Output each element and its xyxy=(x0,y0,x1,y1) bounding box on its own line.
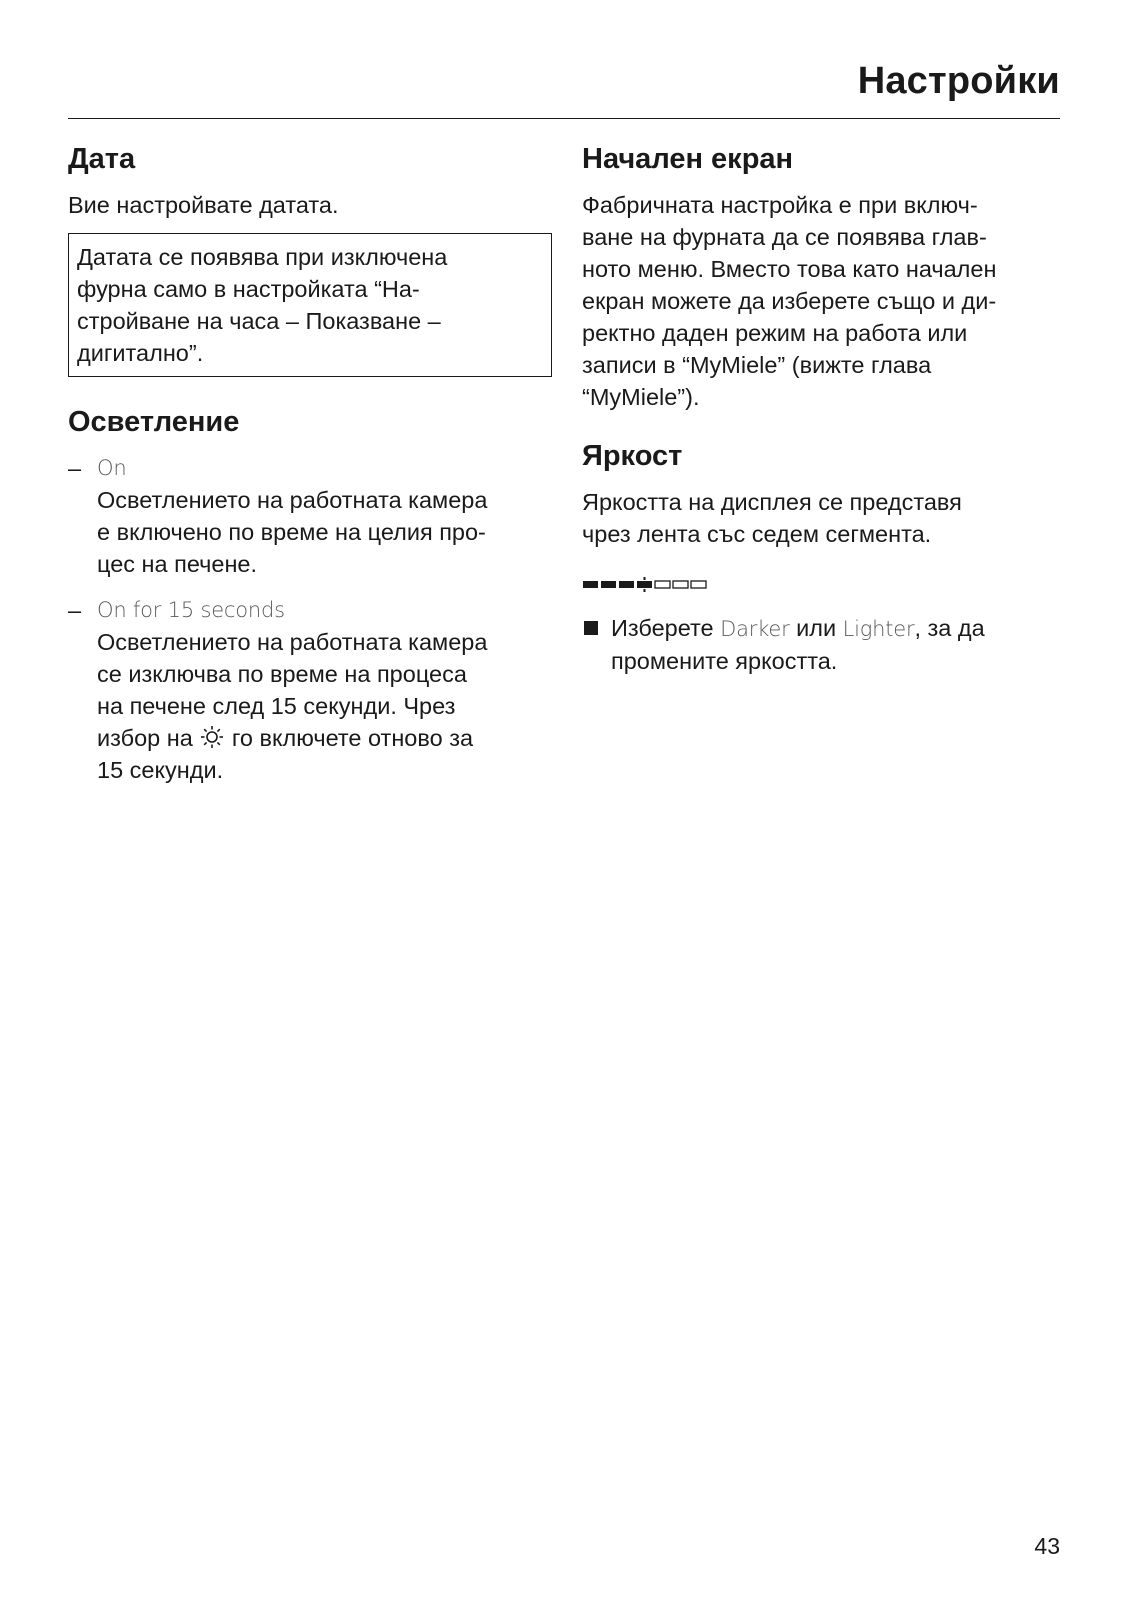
item-line: се изключва по време на процеса xyxy=(97,660,467,687)
start-screen-line: ване на фурната да се появява глав- xyxy=(582,223,987,250)
segment-filled xyxy=(637,581,652,588)
start-screen-line: Фабричната настройка е при включ- xyxy=(582,191,978,218)
segment-filled xyxy=(583,581,598,588)
item-line: 15 секунди. xyxy=(97,756,224,783)
segment-marker-bottom xyxy=(644,589,646,592)
page-title: Настройки xyxy=(857,60,1060,102)
list-item xyxy=(68,594,552,786)
item-line: Осветлението на работната камера xyxy=(97,486,488,513)
date-intro: Вие настройвате датата. xyxy=(68,191,339,218)
segment-empty xyxy=(655,581,670,588)
list-item xyxy=(68,452,552,580)
segment-empty xyxy=(691,581,706,588)
note-line: дигитално”. xyxy=(77,339,204,366)
option-on-label: On xyxy=(97,455,127,480)
header-rule xyxy=(68,118,1060,119)
brightness-section xyxy=(582,439,1068,677)
lighting-heading: Осветление xyxy=(68,405,240,438)
start-screen-line: записи в “MyMiele” (вижте глава xyxy=(582,351,932,378)
segment-bar-graphic xyxy=(582,576,722,594)
page-number: 43 xyxy=(1034,1533,1060,1559)
lighting-section xyxy=(68,405,552,786)
bullet-line xyxy=(611,612,1068,645)
item-line: на печене след 15 секунди. Чрез xyxy=(97,692,456,719)
bullet-line: промените яркостта. xyxy=(611,647,838,674)
date-section xyxy=(68,142,552,377)
bullet-text: или xyxy=(789,614,843,641)
brightness-heading: Яркост xyxy=(582,439,683,472)
segment-marker-top xyxy=(644,577,646,580)
bullet-square-icon xyxy=(584,621,598,635)
start-screen-line: “MyMiele”). xyxy=(582,383,700,410)
date-heading: Дата xyxy=(68,143,136,175)
item-line: цес на печене. xyxy=(97,550,258,577)
item-text: избор на xyxy=(97,724,200,751)
item-line: е включено по време на целия про- xyxy=(97,518,486,545)
item-text: го включете отново за xyxy=(225,724,474,751)
brightness-line: Яркостта на дисплея се представя xyxy=(582,488,962,515)
lighting-options-list xyxy=(68,452,552,786)
start-screen-line: ното меню. Вместо това като начален xyxy=(582,255,997,282)
note-line: стройване на часа – Показване – xyxy=(77,307,441,334)
segment-empty xyxy=(673,581,688,588)
left-column xyxy=(68,142,552,800)
note-line: Датата се появява при изключена xyxy=(77,243,448,270)
item-line xyxy=(97,722,552,754)
bullet-text: Изберете xyxy=(611,614,721,641)
note-line: фурна само в настройката “На- xyxy=(77,275,420,302)
start-screen-heading: Начален екран xyxy=(582,143,794,175)
brightness-segment-bar xyxy=(582,576,1068,594)
date-note-box xyxy=(68,233,552,377)
segment-filled xyxy=(601,581,616,588)
list-item xyxy=(582,612,1068,677)
option-on-15s-label: On for 15 seconds xyxy=(97,597,285,622)
start-screen-line: екран можете да изберете също и ди- xyxy=(582,287,997,314)
start-screen-section xyxy=(582,142,1068,413)
right-column xyxy=(582,142,1068,677)
lighter-option: Lighter xyxy=(842,616,915,641)
start-screen-line: ректно даден режим на работа или xyxy=(582,319,968,346)
item-line: Осветлението на работната камера xyxy=(97,628,488,655)
bullet-text: , за да xyxy=(914,614,985,641)
list-dash: – xyxy=(68,454,82,481)
light-bulb-sun-icon xyxy=(199,724,225,750)
segment-filled xyxy=(619,581,634,588)
list-dash: – xyxy=(68,596,82,623)
brightness-line: чрез лента със седем сегмента. xyxy=(582,520,932,547)
darker-option: Darker xyxy=(720,616,790,641)
